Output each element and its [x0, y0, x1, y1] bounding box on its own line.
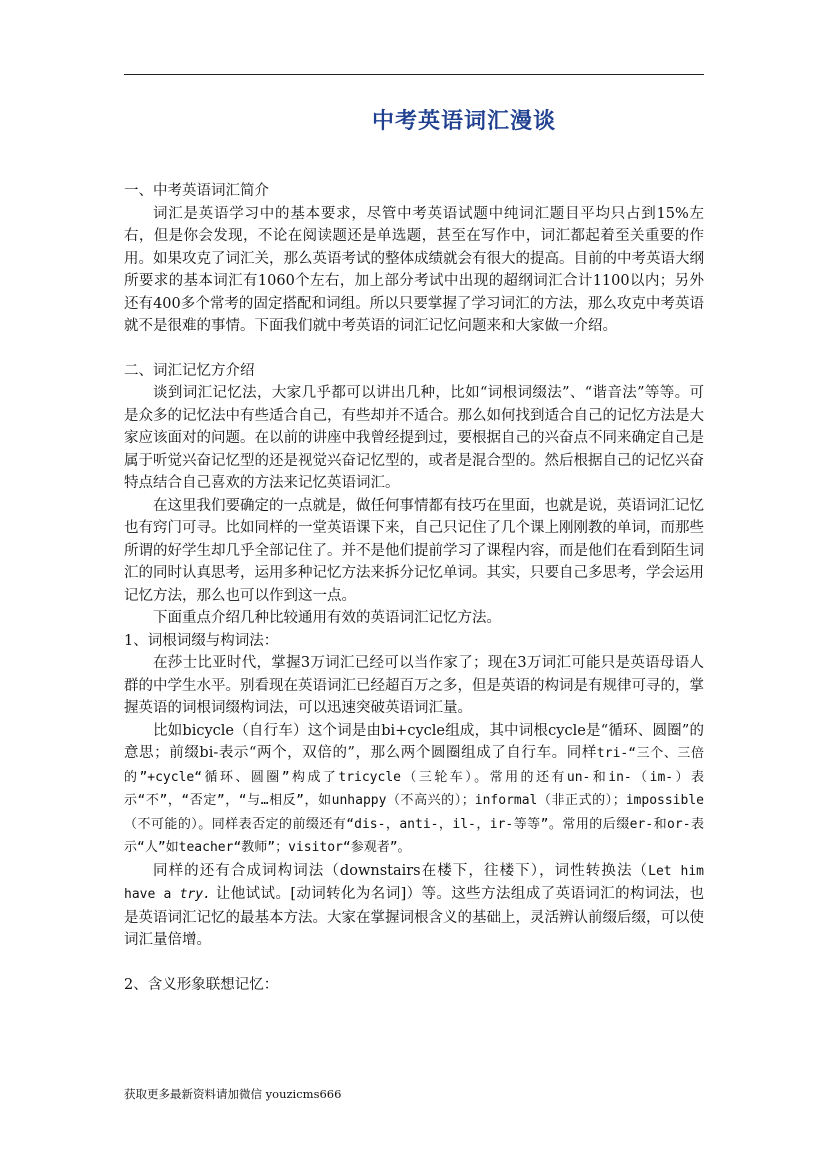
document-body — [124, 180, 704, 996]
spacer — [124, 338, 704, 360]
section-2-paragraph-2: 在这里我们要确定的一点就是，做任何事情都有技巧在里面，也就是说，英语词汇记忆也有窍门可寻。比如同样的一堂英语课下来，自己只记住了几个课上刚刚教的单词，而那些所谓的好学生却几乎全部记住了。并不是他们提前学习了课程内容，而是他们在看到陌生词汇的同时认真思考，运用多种记忆方法来拆分记忆单词。其实，只要自己多思考，学会运用记忆方法，那么也可以作到这一点。 — [124, 497, 704, 604]
section-2-paragraph-3: 下面重点介绍几种比较通用有效的英语词汇记忆方法。 — [153, 610, 501, 626]
method-1-paragraph-3-part-a: 同样的还有合成词构词法（downstairs在楼下，往楼下），词性转换法（ — [153, 862, 649, 879]
method-1-paragraph-2-part-b: tri-“三个、三倍的”+cycle“循环、圆圈”构成了tricycle（三轮车）。常用的还有un-和in-（im-）表示“不”，“否定”，“与…相反”，如unhappy（不高兴的）；informal（非正式的）；impossible（不可能的）。同样表否定的前缀还有“dis-，anti-，il-，ir-等等”。常用的后缀er-和or-表示“人”如teacher“教师”；visitor“参观者”。 — [124, 746, 704, 855]
document-title: 中考英语词汇漫谈 — [371, 108, 556, 134]
example-word-try: try. — [179, 887, 211, 902]
example-sentence: Let him have a — [124, 863, 704, 902]
section-1-heading: 一、中考英语词汇简介 — [124, 183, 269, 199]
spacer — [124, 952, 704, 974]
method-1-heading: 1、词根词缀与构词法： — [124, 632, 279, 649]
method-1-paragraph-1: 在莎士比亚时代，掌握3万词汇已经可以当作家了；现在3万词汇可能只是英语母语人群的中学生水平。别看现在英语词汇已经超百万之多，但是英语的构词是有规律可寻的，掌握英语的词根词缀构词法，可以迅速突破英语词汇量。 — [124, 655, 704, 716]
method-2-heading: 2、含义形象联想记忆： — [124, 976, 279, 993]
footer-note: 获取更多最新资料请加微信 youzicms666 — [124, 1087, 342, 1101]
method-1-paragraph-3 — [124, 860, 704, 952]
section-1-paragraph: 词汇是英语学习中的基本要求，尽管中考英语试题中纯词汇题目平均只占到15%左右，但是你会发现，不论在阅读题还是单选题，甚至在写作中，词汇都起着至关重要的作用。如果攻克了词汇关，那么英语考试的整体成绩就会有很大的提高。目前的中考英语大纲所要求的基本词汇有1060个左右，加上部分考试中出现的超纲词汇合计1100以内；另外还有400多个常考的固定搭配和词组。所以只要掌握了学习词汇的方法，那么攻克中考英语就不是很难的事情。下面我们就中考英语的词汇记忆问题来和大家做一介绍。 — [124, 205, 704, 334]
method-1-paragraph-2 — [124, 720, 704, 860]
section-2-heading: 二、词汇记忆方介绍 — [124, 362, 255, 379]
method-1-paragraph-3-part-b: 让他试试。[动词转化为名词]）等。这些方法组成了英语词汇的构词法，也是英语词汇记忆的最基本方法。大家在掌握词根含义的基础上，灵活辨认前缀后缀，可以使词汇量倍增。 — [124, 886, 705, 948]
method-1-paragraph-2-part-a: 比如bicycle（自行车）这个词是由bi+cycle组成，其中词根cycle是“循环、圆圈”的意思；前缀bi-表示“两个，双倍的”，那么两个圆圈组成了自行车。同样 — [124, 722, 704, 761]
header-rule — [124, 74, 704, 75]
section-2-paragraph-1: 谈到词汇记忆法，大家几乎都可以讲出几种，比如“词根词缀法”、“谐音法”等等。可是众多的记忆法中有些适合自己，有些却并不适合。那么如何找到适合自己的记忆方法是大家应该面对的问题。在以前的讲座中我曾经提到过，要根据自己的兴奋点不同来确定自己是属于听觉兴奋记忆型的还是视觉兴奋记忆型的，或者是混合型的。然后根据自己的记忆兴奋特点结合自己喜欢的方法来记忆英语词汇。 — [124, 385, 704, 491]
